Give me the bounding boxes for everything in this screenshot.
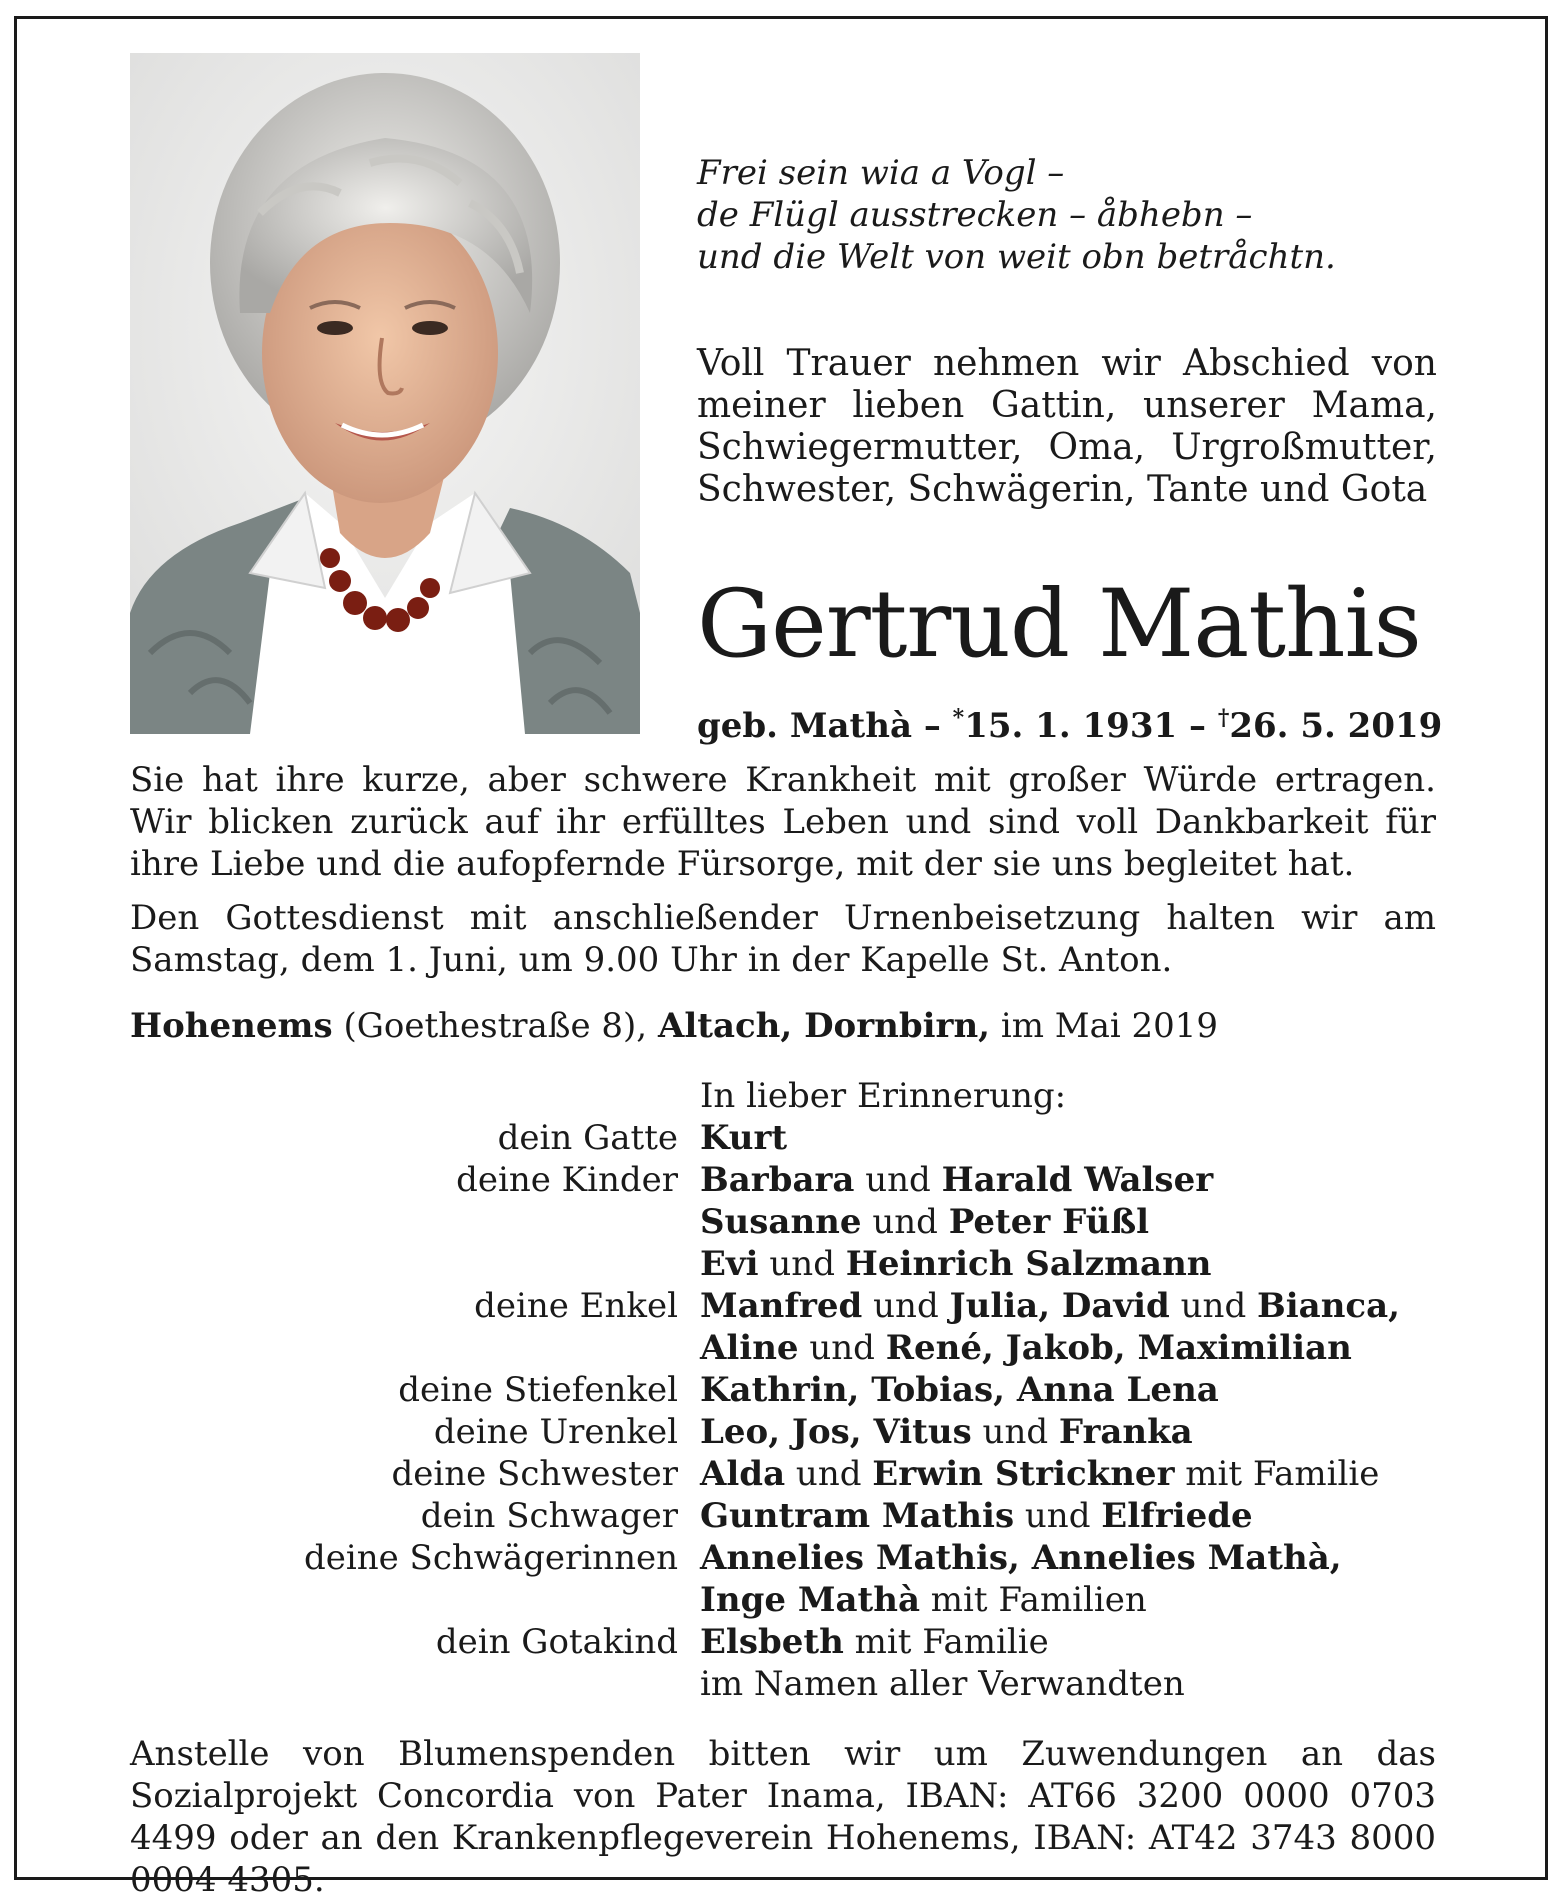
relative-connector: und [971,1412,1059,1452]
relative-role [130,1327,700,1369]
relative-name: Elfriede [1101,1496,1253,1536]
relative-name: Evi [700,1244,759,1284]
relative-role: deine Kinder [456,1160,678,1200]
relative-name: Barbara [700,1160,855,1200]
relative-connector: mit Familien [920,1580,1147,1620]
relative-role: dein Gatte [497,1118,678,1158]
relative-name: Harald Walser [941,1160,1214,1200]
relative-row [130,1579,1470,1621]
relative-role: dein Schwager [420,1496,678,1536]
dash: – [923,706,941,746]
relative-name: Erwin Strickner [872,1454,1175,1494]
donation-paragraph: Anstelle von Blumenspenden bitten wir um Zuwendungen an das Sozialprojekt Concordia von Pater Inama, IBAN: AT66 3200 0000 0703 4499 oder an den Krankenpflegeverein Hohenems, IBAN: AT42 3743 8000 0004 4305. [130,1734,1436,1900]
relative-name: Franka [1058,1412,1193,1452]
relative-connector: und [854,1160,942,1200]
poem-line: und die Welt von weit obn betråchtn. [697,237,1336,277]
relative-connector: mit Familie [843,1622,1049,1662]
relative-connector: mit Familie [1174,1454,1380,1494]
relative-names [700,1537,1342,1579]
relative-names [700,1369,1219,1411]
place-town: Hohenems [130,1006,333,1046]
place-towns: Altach, Dornbirn, [657,1006,991,1046]
relative-connector: und [861,1202,949,1242]
relative-connector: und [862,1286,950,1326]
relatives-list [130,1117,1470,1663]
relative-name: Aline [700,1328,799,1368]
relative-names [700,1117,787,1159]
relative-row [130,1117,1470,1159]
birth-name: geb. Mathà [697,706,912,746]
life-dates [697,697,1477,747]
relative-name: René, Jakob, Maximilian [885,1328,1352,1368]
relative-name: Leo, Jos, Vitus [700,1412,972,1452]
relative-role: deine Urenkel [433,1412,678,1452]
poem-line: de Flügl ausstrecken – åbhebn – [697,195,1253,235]
death-date: 26. 5. 2019 [1229,706,1443,746]
birth-date: 15. 1. 1931 [964,706,1178,746]
place-line [130,1005,1436,1047]
relative-name: Heinrich Salzmann [845,1244,1212,1284]
relative-role [130,1579,700,1621]
relative-row [130,1537,1470,1579]
memory-heading: In lieber Erinnerung: [700,1076,1067,1116]
relative-role: deine Schwester [391,1454,678,1494]
tribute-paragraph: Sie hat ihre kurze, aber schwere Krankheit mit großer Würde ertragen. Wir blicken zurück auf ihr erfülltes Leben und sind voll Dankbarkeit für ihre Liebe und die aufopfernde Fürsorge, mit der sie uns begleitet hat. [130,760,1436,884]
deceased-name: Gertrud Mathis [697,570,1421,679]
relative-connector: und [1169,1286,1258,1326]
dash: – [1188,706,1206,746]
relative-row [130,1285,1470,1327]
relative-name: Peter Füßl [948,1202,1150,1242]
portrait-photo [130,53,640,734]
relative-connector: und [798,1328,886,1368]
death-symbol: † [1217,705,1230,731]
relative-connector: und [785,1454,873,1494]
relative-role [130,1201,700,1243]
poem [697,152,1457,278]
relative-name: Manfred [700,1286,863,1326]
relative-role: dein Gotakind [435,1622,678,1662]
relative-row [130,1243,1470,1285]
relative-names [700,1579,1147,1621]
relative-names [700,1411,1193,1453]
relative-names [700,1285,1400,1327]
relative-name: Julia, David [949,1286,1170,1326]
relative-row [130,1369,1470,1411]
place-address: (Goethestraße 8), [343,1006,648,1046]
closing-line: im Namen aller Verwandten [700,1664,1185,1704]
relative-row [130,1159,1470,1201]
relative-row [130,1453,1470,1495]
relative-row [130,1201,1470,1243]
relative-names [700,1201,1149,1243]
relative-connector: und [758,1244,846,1284]
relative-name: Elsbeth [700,1622,844,1662]
place-month: im Mai 2019 [1000,1006,1219,1046]
relative-row [130,1495,1470,1537]
relative-names [700,1453,1379,1495]
relative-names [700,1495,1253,1537]
birth-symbol: * [952,705,965,731]
relative-row [130,1621,1470,1663]
portrait-illustration [130,53,640,734]
relative-names [700,1327,1352,1369]
relative-name: Kathrin, Tobias, Anna Lena [700,1370,1219,1410]
relative-name: Kurt [700,1118,788,1158]
poem-line: Frei sein wia a Vogl – [697,153,1065,193]
relative-names [700,1621,1049,1663]
relative-role [130,1243,700,1285]
service-paragraph: Den Gottesdienst mit anschließender Urnenbeisetzung halten wir am Samstag, dem 1. Juni, um 9.00 Uhr in der Kapelle St. Anton. [130,898,1436,980]
relative-name: Bianca, [1257,1286,1401,1326]
relative-role: deine Enkel [474,1286,678,1326]
relative-names [700,1159,1213,1201]
relative-name: Annelies Mathis, Annelies Mathà, [700,1538,1342,1578]
relative-name: Guntram Mathis [700,1496,1015,1536]
intro-text: Voll Trauer nehmen wir Abschied von meiner lieben Gattin, unserer Mama, Schwiegermutter, Oma, Urgroßmutter, Schwester, Schwägerin, Tante und Gota [697,343,1437,510]
relative-names [700,1243,1212,1285]
relative-row [130,1411,1470,1453]
relative-connector: und [1014,1496,1102,1536]
relative-role: deine Schwägerinnen [303,1538,678,1578]
relative-role: deine Stiefenkel [398,1370,678,1410]
relative-name: Alda [700,1454,786,1494]
relative-name: Susanne [700,1202,862,1242]
relative-name: Inge Mathà [700,1580,920,1620]
relative-row [130,1327,1470,1369]
